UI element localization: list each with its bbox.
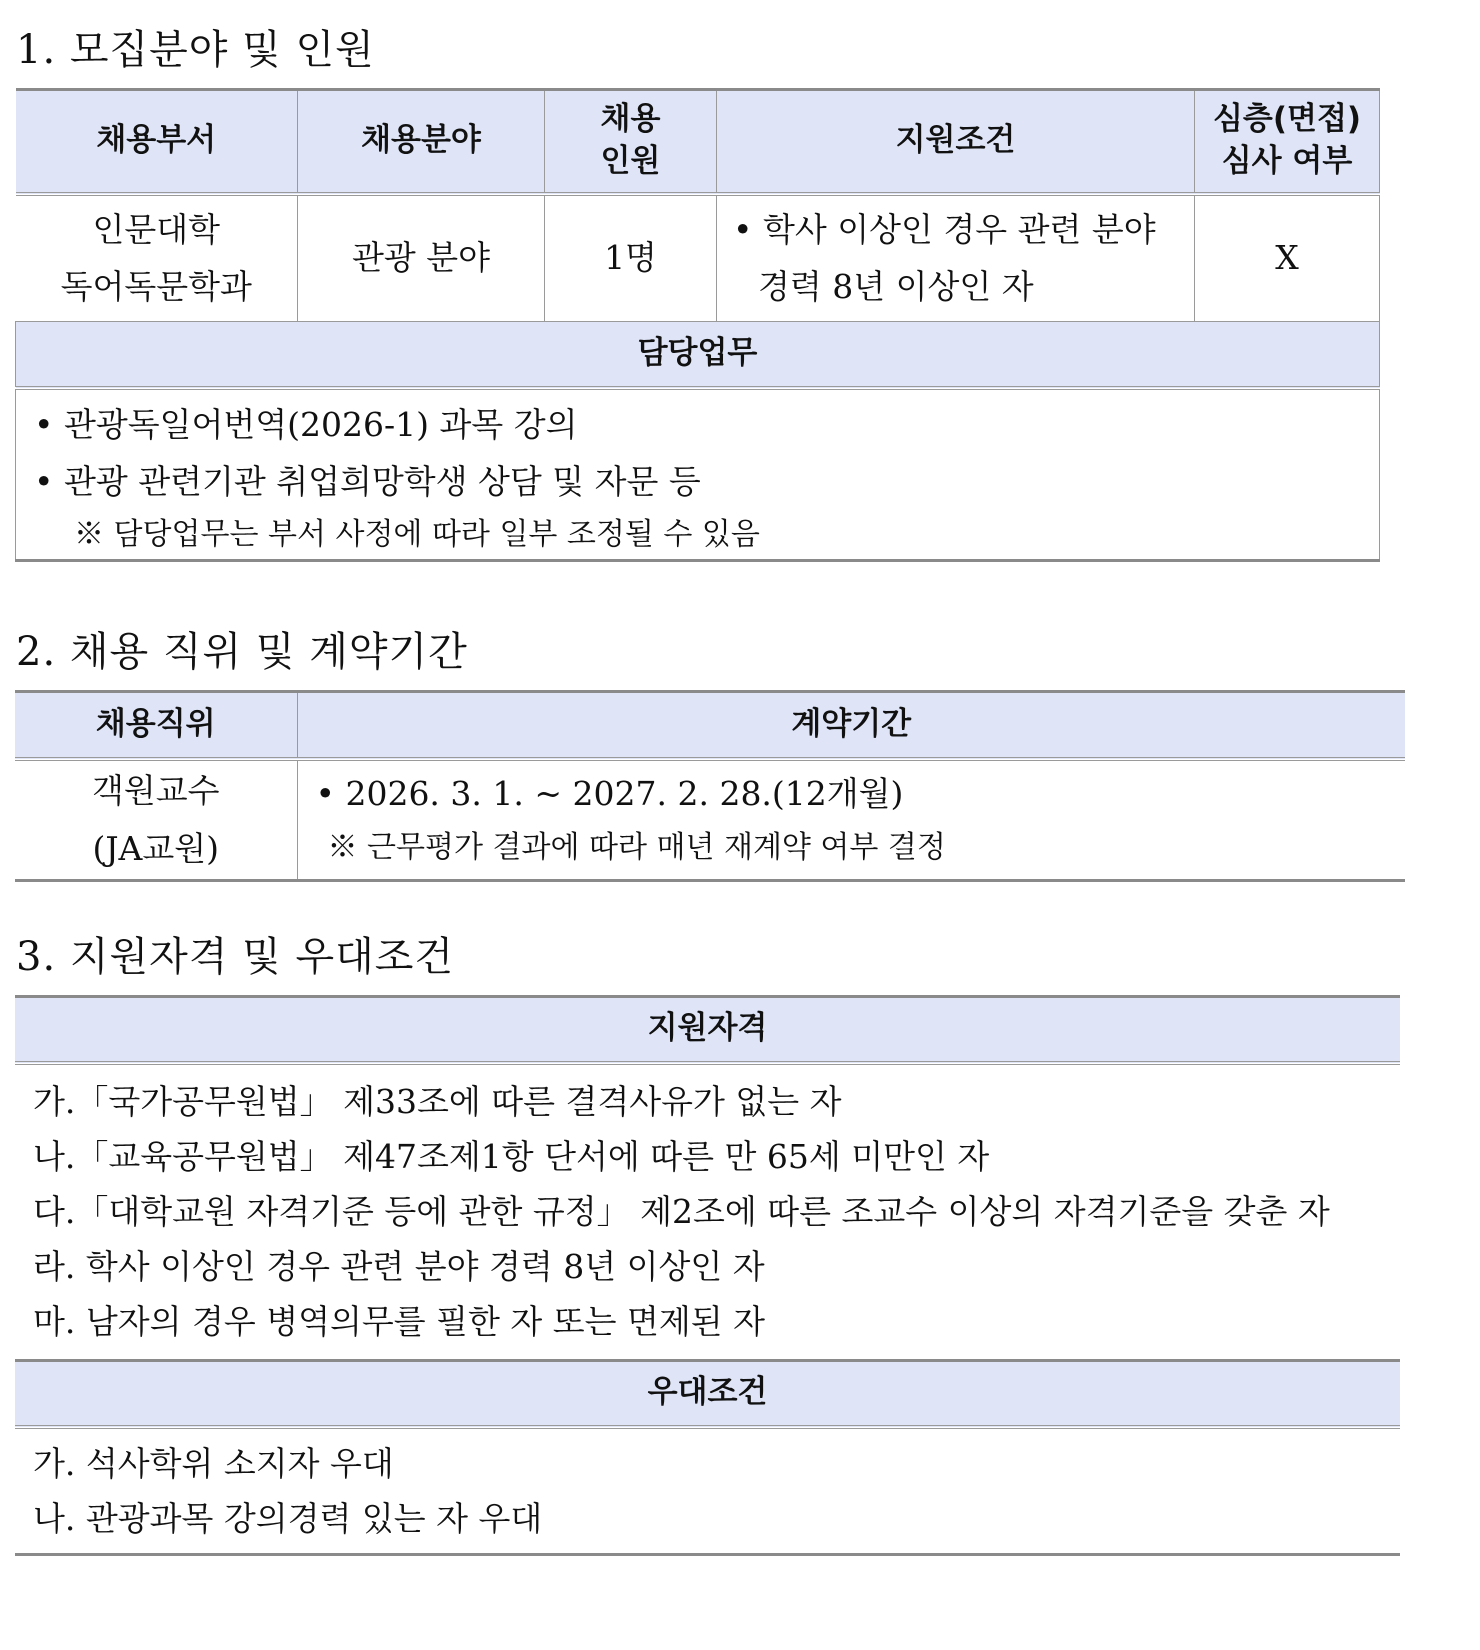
header-dept: 채용부서 [16, 90, 298, 194]
qualification-item: 나.「교육공무원법」 제47조제1항 단서에 따른 만 65세 미만인 자 [33, 1137, 990, 1177]
duty-item: • 관광 관련기관 취업희망학생 상담 및 자문 등 [34, 462, 701, 502]
cell-period-line: • 2026. 3. 1. ~ 2027. 2. 28.(12개월) [315, 773, 904, 813]
header-count-line1: 채용 [600, 101, 661, 138]
header-interview [1195, 90, 1380, 194]
qualification-item: 가.「국가공무원법」 제33조에 따른 결격사유가 없는 자 [33, 1081, 842, 1121]
cell-condition [717, 194, 1195, 322]
qualification-table [15, 995, 1400, 1556]
header-field: 채용분야 [298, 90, 545, 194]
duties-cell [16, 388, 1380, 561]
duty-item: • 관광독일어번역(2026-1) 과목 강의 [34, 404, 578, 444]
cell-period-note: ※ 근무평가 결과에 따라 매년 재계약 여부 결정 [327, 830, 946, 866]
qualification-item: 다.「대학교원 자격기준 등에 관한 규정」 제2조에 따른 조교수 이상의 자격기준을 갖춘 자 [33, 1192, 1330, 1232]
cell-condition-line1: • 학사 이상인 경우 관련 분야 [733, 209, 1156, 249]
header-count-line2: 인원 [600, 143, 661, 180]
cell-position-line2: (JA교원) [92, 828, 220, 868]
header-interview-line2: 심사 여부 [1221, 143, 1353, 180]
position-table [15, 690, 1405, 882]
section3-heading: 3. 지원자격 및 우대조건 [16, 934, 455, 980]
cell-condition-line2: 경력 8년 이상인 자 [758, 267, 1034, 307]
header-condition: 지원조건 [717, 90, 1195, 194]
cell-period [297, 759, 1405, 881]
recruitment-table [15, 88, 1380, 562]
section1-heading: 1. 모집분야 및 인원 [16, 27, 375, 73]
duties-note: ※ 담당업무는 부서 사정에 따라 일부 조정될 수 있음 [74, 517, 760, 552]
cell-position-line1: 객원교수 [91, 771, 220, 810]
cell-dept-line1: 인문대학 [92, 209, 220, 249]
qualification-header: 지원자격 [15, 997, 1400, 1063]
header-position: 채용직위 [15, 692, 297, 759]
preference-item: 나. 관광과목 강의경력 있는 자 우대 [33, 1498, 543, 1538]
cell-dept [16, 194, 298, 322]
cell-field: 관광 분야 [298, 194, 545, 322]
preference-item: 가. 석사학위 소지자 우대 [33, 1443, 394, 1483]
preference-cell [15, 1427, 1400, 1555]
duties-header: 담당업무 [16, 322, 1380, 388]
qualification-item: 라. 학사 이상인 경우 관련 분야 경력 8년 이상인 자 [33, 1247, 765, 1287]
header-count [545, 90, 717, 194]
header-interview-line1: 심층(면접) [1212, 101, 1362, 138]
section2-heading: 2. 채용 직위 및 계약기간 [16, 629, 468, 675]
preference-header: 우대조건 [15, 1361, 1400, 1427]
cell-position [15, 759, 297, 881]
cell-interview: X [1195, 194, 1380, 322]
header-period: 계약기간 [297, 692, 1405, 759]
cell-dept-line2: 독어독문학과 [60, 267, 252, 307]
qualification-cell [15, 1063, 1400, 1361]
qualification-item: 마. 남자의 경우 병역의무를 필한 자 또는 면제된 자 [33, 1302, 765, 1342]
cell-count: 1명 [545, 194, 717, 322]
